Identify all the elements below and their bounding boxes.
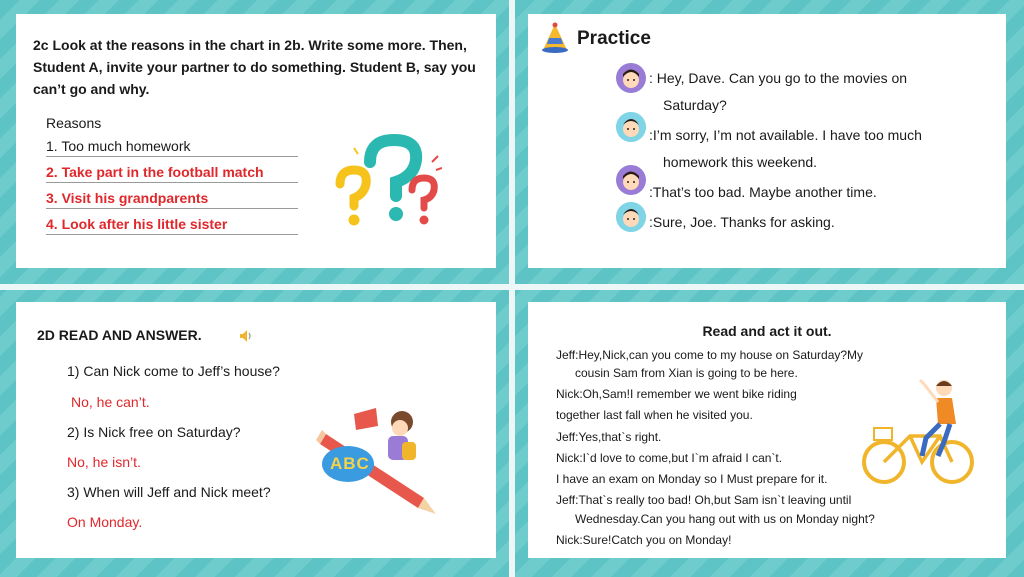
conversation-line: Nick:I`d love to come,but I`m afraid I can`t. (556, 451, 783, 465)
yellow-question-mark-icon (340, 170, 366, 226)
slide-read-and-answer[interactable] (16, 302, 496, 558)
reason-item: 1. Too much homework (46, 138, 298, 157)
dialogue-line: :I’m sorry, I’m not available. I have too much (649, 127, 922, 143)
girl-avatar (616, 165, 646, 195)
girl-avatar (616, 63, 646, 93)
boy-avatar-icon (616, 112, 646, 142)
abc-label: ABC (330, 454, 370, 473)
bike-rider-illustration (860, 376, 978, 488)
act-title: Read and act it out. (702, 323, 832, 339)
conversation-line: Wednesday.Can you hang out with us on Monday night? (575, 512, 875, 526)
red-question-mark-icon (412, 178, 434, 225)
dialogue-line: :Sure, Joe. Thanks for asking. (649, 214, 835, 230)
conversation-line: Nick:Oh,Sam!I remember we went bike riding (556, 387, 797, 401)
question-marks-icon (332, 132, 442, 232)
dialogue-line: : Hey, Dave. Can you go to the movies on (649, 70, 908, 86)
boy-avatar (616, 202, 646, 232)
boy-avatar-icon (616, 202, 646, 232)
practice-title: Practice (577, 28, 651, 49)
girl-avatar-icon (616, 165, 646, 195)
conversation-line: Jeff:Hey,Nick,can you come to my house on Saturday?My (556, 348, 864, 362)
conversation-line: together last fall when he visited you. (556, 408, 753, 422)
girl-avatar-icon (616, 63, 646, 93)
slide-2c-reasons[interactable] (16, 14, 496, 268)
question-text: 1) Can Nick come to Jeff’s house? (67, 363, 280, 379)
reason-item: 3. Visit his grandparents (46, 190, 298, 209)
pencil-kid-illustration (316, 402, 446, 522)
conversation-line: Nick:Sure!Catch you on Monday! (556, 533, 732, 547)
reason-item: 2. Take part in the football match (46, 164, 298, 183)
instruction-text: 2c Look at the reasons in the chart in 2b. Write some more. Then, Student A, invite your partner to do something. Student B, say you can’t go and why. (33, 37, 476, 97)
answer-text: No, he isn’t. (67, 454, 141, 470)
party-hat-icon (539, 22, 571, 54)
question-text: 2) Is Nick free on Saturday? (67, 424, 241, 440)
conversation-line: Jeff:That`s really too bad! Oh,but Sam isn`t leaving until (556, 493, 852, 507)
reason-item: 4. Look after his little sister (46, 216, 298, 235)
conversation-line: I have an exam on Monday so I Must prepare for it. (556, 472, 828, 486)
dialogue-line: :That’s too bad. Maybe another time. (649, 184, 877, 200)
horizontal-divider (0, 284, 1024, 290)
teal-question-mark-icon (370, 140, 416, 221)
conversation-line: Jeff:Yes,that`s right. (556, 430, 662, 444)
answer-text: On Monday. (67, 514, 143, 530)
dialogue-line: homework this weekend. (663, 154, 818, 170)
slide-read-and-act[interactable] (528, 302, 1006, 558)
question-text: 3) When will Jeff and Nick meet? (67, 484, 271, 500)
speaker-icon[interactable] (238, 328, 254, 344)
answer-text: No, he can’t. (71, 394, 150, 410)
slide-practice[interactable] (528, 14, 1006, 268)
conversation-line: cousin Sam from Xian is going to be here. (575, 366, 798, 380)
reasons-heading: Reasons (46, 115, 102, 131)
boy-avatar (616, 112, 646, 142)
read-answer-title: 2D READ AND ANSWER. (37, 327, 202, 343)
dialogue-line: Saturday? (663, 97, 727, 113)
